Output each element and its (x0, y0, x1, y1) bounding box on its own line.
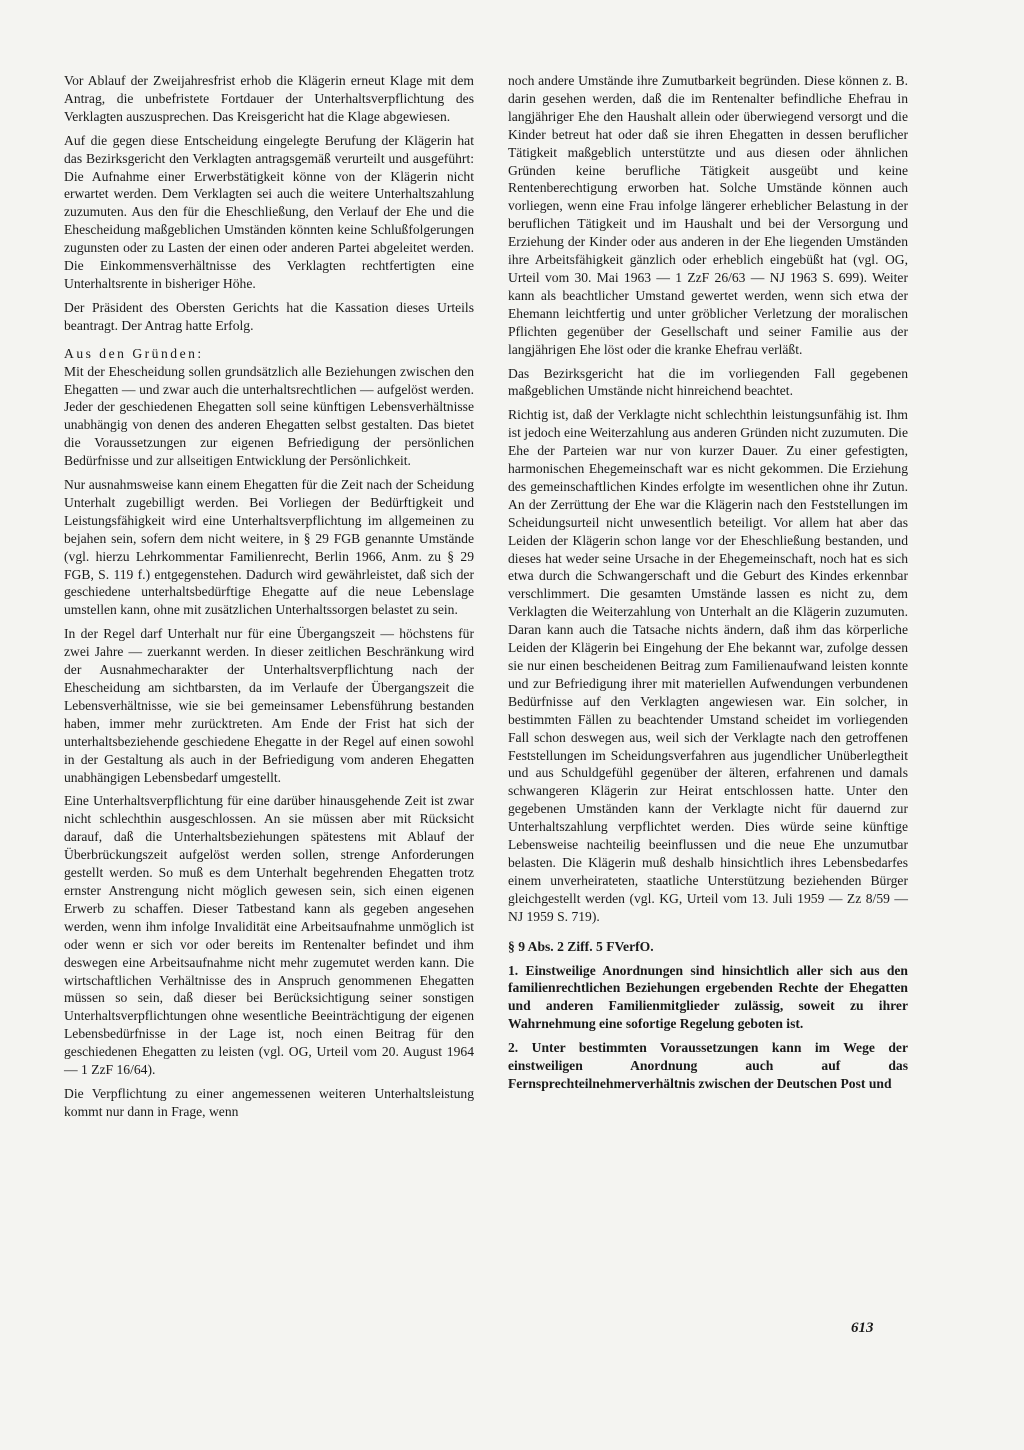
headnote: 2. Unter bestimmten Voraussetzungen kann im Wege der einstweiligen Anordnung auch auf das Fernsprechteilnehmerverhältnis zwischen der Deutschen Post und (508, 1040, 908, 1091)
section-heading-reasons: Aus den Gründen: (64, 345, 204, 361)
paragraph: Das Bezirksgericht hat die im vorliegenden Fall gegebenen maßgeblichen Umstände nicht hinreichend beachtet. (508, 365, 908, 399)
statute-heading: § 9 Abs. 2 Ziff. 5 FVerfO. (508, 938, 654, 954)
paragraph: Mit der Ehescheidung sollen grundsätzlich alle Beziehungen zwischen den Ehegatten — und zwar auch die unterhaltsrechtlichen — aufgelöst werden. Jeder der geschiedenen Ehegatten soll seine künftigen Lebensverhältnisse unabhängig von denen des anderen Ehegatten selbst gestalten. Das bietet die Voraussetzungen zur eigenen Befriedigung der persönlichen Bedürfnisse und zur allseitigen Entwicklung der Persönlichkeit. (64, 363, 474, 469)
paragraph: Richtig ist, daß der Verklagte nicht schlechthin leistungsunfähig ist. Ihm ist jedoch eine Weiterzahlung aus anderen Gründen nicht zuzumuten. Die Ehe der Parteien war nur von kurzer Dauer. Zu einer gefestigten, harmonischen Ehegemeinschaft war es nicht gekommen. Die Erziehung des gemeinschaftlichen Kindes erfolgte im wesentlichen ohne ihr Zutun. An der Zerrüttung der Ehe war die Klägerin nach den Feststellungen im Scheidungsurteil nicht unwesentlich beteiligt. Vor allem hat aber das Leiden der Klägerin schon lange vor der Eheschließung bestanden, und dieses hat weder seine Ursache in der Ehegemeinschaft, noch hat es sich etwa durch die Schwangerschaft und die Geburt des Kindes erkennbar verschlimmert. Die gesamten Umstände lassen es nicht zu, dem Verklagten die Weiterzahlung von Unterhalt an die Klägerin zuzumuten. Daran kann auch die Tatsache nichts ändern, daß ihm das körperliche Leiden der Klägerin bei Eingehung der Ehe bekannt war, zufolge dessen sie nur einen bescheidenen Beitrag zum Familienaufwand leisten konnte und zur Befriedigung ihrer mit materiellen Aufwendungen verbundenen Bedürfnisse auf den Verklagten angewiesen war. Ein solcher, in bestimmten Fällen zu beachtender Umstand scheidet im vorliegenden Fall schon deswegen aus, weil sich der Verklagte nach den getroffenen Feststellungen im Scheidungsverfahren aus jugendlicher Unüberlegtheit und aus Schuldgefühl gegenüber der älteren, erfahrenen und damals schwangeren Klägerin zur Heirat entschlossen hatte. Unter den gegebenen Umständen kann der Verklagte nicht für dauernd zur Unterhaltszahlung verpflichtet werden. Dies würde seine künftige Lebensweise nachteilig beeinflussen und die neue Ehe unzumutbar belasten. Die Klägerin muß deshalb hinsichtlich ihres Lebensbedarfes einem unverheirateten, staatliche Unterstützung beziehenden Bürger gleichgestellt werden (vgl. KG, Urteil vom 13. Juli 1959 — Zz 8/59 — NJ 1959 S. 719). (508, 407, 908, 924)
paragraph: noch andere Umstände ihre Zumutbarkeit begründen. Diese können z. B. darin gesehen werden, daß die im Rentenalter befindliche Ehefrau in langjähriger Ehe den Haushalt allein oder überwiegend versorgt und die Kinder betreut hat oder daß sie ihren Ehegatten in dessen beruflicher Tätigkeit maßgeblich unterstützte und aus diesen oder ähnlichen Gründen keine berufliche Tätigkeit ausgeübt und keine Rentenberechtigung erworben hat. Solche Umstände können auch vorliegen, wenn eine Frau infolge längerer erheblicher Belastung in der beruflichen Tätigkeit und im Haushalt und bei der Versorgung und Erziehung der Kinder oder aus anderen in der Ehe liegenden Umständen ihre Arbeitsfähigkeit gänzlich oder erheblich eingebüßt hat (vgl. OG, Urteil vom 30. Mai 1963 — 1 ZzF 26/63 — NJ 1963 S. 699). Weiter kann als beachtlicher Umstand gewertet werden, wenn sich etwa der Ehemann leichtfertig und unter gröblicher Verletzung der moralischen Pflichten gegenüber der Gesellschaft und seiner Familie aus der langjährigen Ehe löst oder die kranke Ehefrau verläßt. (508, 73, 908, 357)
headnote: 1. Einstweilige Anordnungen sind hinsichtlich aller sich aus den familienrechtlichen Beziehungen ergebenden Rechte der Ehegatten und anderen Familienmitglieder zulässig, soweit zu ihrer Wahrnehmung eine sofortige Regelung geboten ist. (508, 962, 908, 1032)
right-column (508, 72, 908, 1099)
paragraph: In der Regel darf Unterhalt nur für eine Übergangszeit — höchstens für zwei Jahre — zuerkannt werden. In dieser zeitlichen Beschränkung wird der Ausnahmecharakter der Unterhaltsverpflichtung nach der Ehescheidung am sichtbarsten, da im Verlaufe der Übergangszeit die Lebensverhältnisse, wie sie bei gemeinsamer Lebensführung bestanden haben, immer mehr zurücktreten. Am Ende der Frist hat sich der unterhaltsbeziehende geschiedene Ehegatte in der Regel auf einen sowohl in der Gestaltung als auch in der Befriedigung vom anderen Ehegatten unabhängigen Lebensbedarf umgestellt. (64, 626, 474, 785)
paragraph: Der Präsident des Obersten Gerichts hat die Kassation dieses Urteils beantragt. Der Antrag hatte Erfolg. (64, 299, 474, 333)
paragraph: Die Verpflichtung zu einer angemessenen weiteren Unterhaltsleistung kommt nur dann in Frage, wenn (64, 1085, 474, 1119)
paragraph: Eine Unterhaltsverpflichtung für eine darüber hinausgehende Zeit ist zwar nicht schlechthin ausgeschlossen. An sie müssen aber mit Rücksicht darauf, daß die Unterhaltsbeziehungen spätestens mit Ablauf der Überbrückungszeit aufgelöst werden sollen, strenge Anforderungen gestellt werden. So muß es dem Unterhalt begehrenden Ehegatten trotz ernster Anstrengung nicht möglich gewesen sein, sich einen eigenen Erwerb zu schaffen. Dieser Tatbestand kann als gegeben angesehen werden, wenn ihm infolge Invalidität eine Arbeitsaufnahme unmöglich ist oder wenn er sich vor oder bereits im Rentenalter befindet und ihm deswegen eine Arbeitsaufnahme nicht mehr zugemutet werden kann. Die wirtschaftlichen Verhältnisse des in Anspruch genommenen Ehegatten müssen so sein, daß dieser bei Berücksichtigung seiner sonstigen Unterhaltsverpflichtungen ohne wesentliche Beeinträchtigung der eigenen Lebensbedürfnisse in der Lage ist, noch einen Beitrag für den geschiedenen Ehegatten zu leisten (vgl. OG, Urteil vom 20. August 1964 — 1 ZzF 16/64). (64, 793, 474, 1078)
paragraph: Nur ausnahmsweise kann einem Ehegatten für die Zeit nach der Scheidung Unterhalt zugebilligt werden. Bei Vorliegen der Bedürftigkeit und Leistungsfähigkeit wird eine Unterhaltsverpflichtung im allgemeinen zu bejahen sein, sofern dem nicht weitere, in § 29 FGB genannte Umstände (vgl. hierzu Lehrkommentar Familienrecht, Berlin 1966, Anm. zu § 29 FGB, S. 119 f.) entgegenstehen. Dadurch wird gewährleistet, daß sich der geschiedene unterhaltsbedürftige Ehegatte auf die neue Lebenslage umstellen kann, ohne mit zusätzlichen Unterhaltssorgen belastet zu sein. (64, 477, 474, 618)
paragraph: Auf die gegen diese Entscheidung eingelegte Berufung der Klägerin hat das Bezirksgericht den Verklagten antragsgemäß verurteilt und ausgeführt: Die Aufnahme einer Erwerbstätigkeit könne von der Klägerin nicht erwartet werden. Dem Verklagten sei auch die weitere Unterhaltszahlung zuzumuten. Aus den für die Eheschließung, den Verlauf der Ehe und die Ehescheidung maßgeblichen Umständen könnten keine Schlußfolgerungen zugunsten oder zu Lasten der einen oder anderen Partei abgeleitet werden. Die Einkommensverhältnisse des Verklagten rechtfertigten eine Unterhaltsrente in bisheriger Höhe. (64, 132, 474, 291)
page-number: 613 (851, 1320, 874, 1336)
left-column (64, 72, 474, 1127)
paragraph: Vor Ablauf der Zweijahresfrist erhob die Klägerin erneut Klage mit dem Antrag, die unbefristete Fortdauer der Unterhaltsverpflichtung des Verklagten auszusprechen. Das Kreisgericht hat die Klage abgewiesen. (64, 73, 474, 124)
